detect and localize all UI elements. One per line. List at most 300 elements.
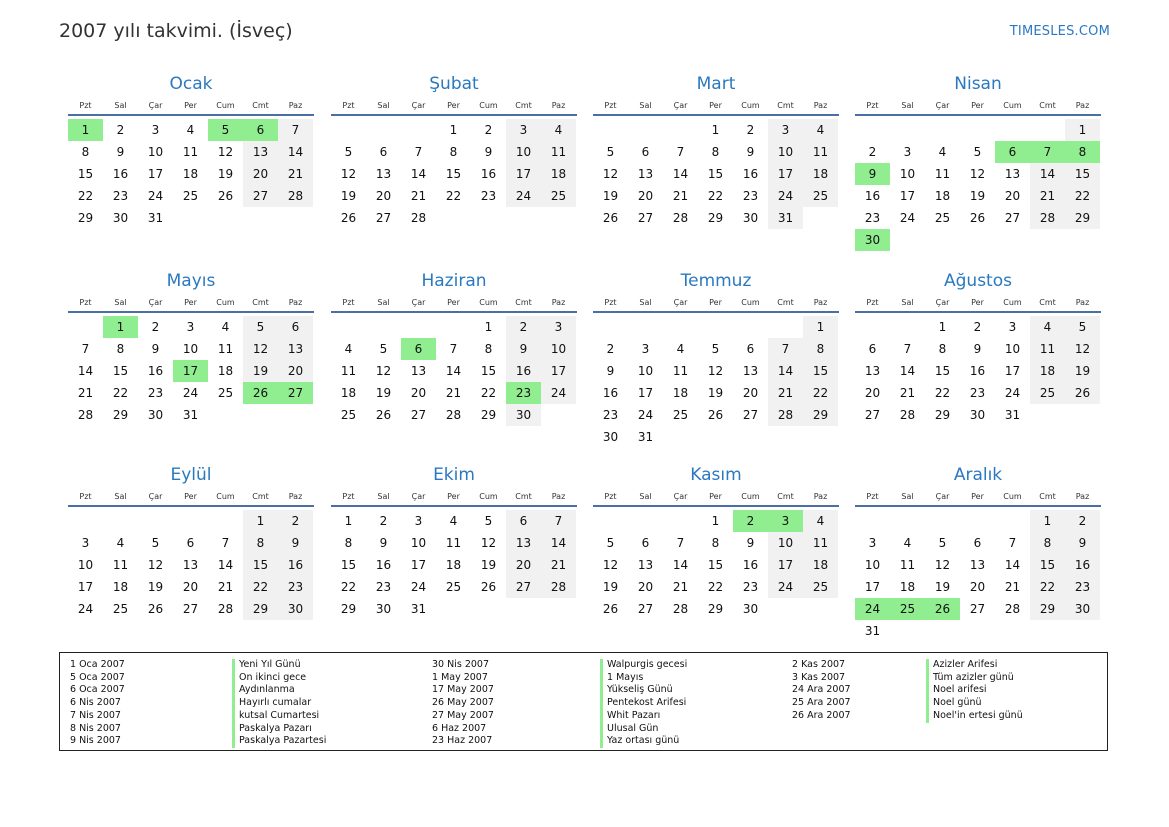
empty-cell: [1030, 119, 1065, 141]
weekday-label: Paz: [1075, 101, 1090, 110]
day-cell: 8: [344, 536, 353, 550]
day-cell: 19: [480, 558, 497, 572]
holiday-day-cell: 2: [733, 510, 768, 532]
weekday-label: Pzt: [79, 101, 92, 110]
day-cell: 16: [112, 167, 129, 181]
weekday-header: [68, 296, 314, 313]
month-name: Mart: [696, 74, 736, 94]
day-cell: 20: [375, 189, 392, 203]
weekday-label: Pzt: [79, 492, 92, 501]
weekday-label: Paz: [551, 101, 566, 110]
holiday-day-cell: 6: [401, 338, 436, 360]
day-cell: 19: [969, 189, 986, 203]
day-cell: 16: [969, 364, 986, 378]
day-cell: 11: [1030, 338, 1065, 360]
weekday-header: [855, 99, 1101, 116]
empty-cell: [855, 510, 890, 532]
day-cell: 27: [969, 602, 986, 616]
month-block: [855, 269, 1101, 426]
day-cell: 9: [746, 536, 755, 550]
legend-names-col-2: [600, 659, 687, 748]
legend-holiday-name: Noel'in ertesi günü: [926, 710, 1023, 723]
month-name: Nisan: [954, 74, 1002, 94]
day-cell: 18: [445, 558, 462, 572]
day-grid: [68, 510, 314, 620]
holiday-day-cell: 27: [278, 382, 313, 404]
day-cell: 18: [1030, 360, 1065, 382]
legend-holiday-name: Yaz ortası günü: [600, 735, 687, 748]
weekday-label: Sal: [901, 298, 914, 307]
day-cell: 1: [938, 320, 947, 334]
day-cell: 27: [637, 602, 654, 616]
day-cell: 9: [973, 342, 982, 356]
day-cell: 30: [147, 408, 164, 422]
day-cell: 14: [410, 167, 427, 181]
day-cell: 29: [707, 602, 724, 616]
day-cell: 2: [379, 514, 388, 528]
empty-cell: [995, 510, 1030, 532]
day-cell: 13: [278, 338, 313, 360]
legend-date: 25 Ara 2007: [792, 697, 851, 709]
day-cell: 11: [541, 141, 576, 163]
month-block: [68, 72, 314, 229]
day-cell: 6: [641, 536, 650, 550]
day-cell: 18: [340, 386, 357, 400]
day-cell: 23: [742, 580, 759, 594]
holiday-day-cell: 30: [855, 229, 890, 251]
holiday-day-cell: 5: [208, 119, 243, 141]
weekday-label: Çar: [673, 492, 688, 501]
day-cell: 29: [803, 404, 838, 426]
weekday-label: Paz: [813, 101, 828, 110]
day-cell: 2: [746, 123, 755, 137]
day-cell: 21: [768, 382, 803, 404]
day-cell: 3: [186, 320, 195, 334]
day-cell: 6: [641, 145, 650, 159]
day-cell: 20: [243, 163, 278, 185]
weekday-label: Cum: [741, 298, 760, 307]
weekday-label: Per: [971, 101, 984, 110]
day-cell: 17: [147, 167, 164, 181]
brand-link[interactable]: TIMESLES.COM: [1009, 24, 1110, 39]
day-cell: 5: [938, 536, 947, 550]
weekday-label: Çar: [673, 298, 688, 307]
legend-holiday-name: Azizler Arifesi: [926, 659, 1023, 672]
day-cell: 25: [217, 386, 234, 400]
day-cell: 31: [768, 207, 803, 229]
day-cell: 17: [768, 554, 803, 576]
day-cell: 4: [938, 145, 947, 159]
empty-cell: [890, 510, 925, 532]
day-cell: 14: [445, 364, 462, 378]
day-cell: 21: [278, 163, 313, 185]
weekday-label: Sal: [901, 492, 914, 501]
day-cell: 17: [768, 163, 803, 185]
day-cell: 22: [707, 580, 724, 594]
day-cell: 7: [676, 536, 685, 550]
day-cell: 13: [1004, 167, 1021, 181]
day-cell: 3: [541, 316, 576, 338]
day-cell: 14: [541, 532, 576, 554]
weekday-header: [593, 296, 839, 313]
day-cell: 21: [1004, 580, 1021, 594]
day-cell: 30: [278, 598, 313, 620]
day-cell: 18: [112, 580, 129, 594]
weekday-label: Per: [971, 492, 984, 501]
day-cell: 28: [77, 408, 94, 422]
day-cell: 21: [217, 580, 234, 594]
day-cell: 4: [1030, 316, 1065, 338]
day-cell: 30: [969, 408, 986, 422]
month-name: Mayıs: [166, 271, 216, 291]
day-cell: 6: [868, 342, 877, 356]
legend-date: 7 Nis 2007: [70, 709, 121, 721]
holiday-day-cell: 1: [103, 316, 138, 338]
day-cell: 25: [112, 602, 129, 616]
day-cell: 26: [147, 602, 164, 616]
day-cell: 21: [77, 386, 94, 400]
day-cell: 30: [1065, 598, 1100, 620]
day-cell: 4: [903, 536, 912, 550]
day-cell: 21: [899, 386, 916, 400]
day-cell: 17: [541, 360, 576, 382]
month-name: Ocak: [169, 74, 213, 94]
weekday-label: Sal: [639, 101, 652, 110]
legend-date: 6 Haz 2007: [432, 722, 487, 734]
day-cell: 3: [768, 119, 803, 141]
empty-cell: [173, 510, 208, 532]
day-cell: 28: [278, 185, 313, 207]
day-cell: 27: [637, 211, 654, 225]
day-cell: 3: [414, 514, 423, 528]
empty-cell: [331, 119, 366, 141]
weekday-label: Cum: [216, 101, 235, 110]
day-cell: 24: [410, 580, 427, 594]
weekday-label: Cum: [1003, 101, 1022, 110]
legend-holiday-name: Walpurgis gecesi: [600, 659, 687, 672]
day-cell: 25: [803, 576, 838, 598]
day-cell: 19: [217, 167, 234, 181]
day-cell: 12: [602, 167, 619, 181]
day-cell: 13: [637, 558, 654, 572]
weekday-label: Sal: [114, 492, 127, 501]
day-cell: 24: [506, 185, 541, 207]
empty-cell: [855, 316, 890, 338]
legend-holiday-name: Noel arifesi: [926, 684, 1023, 697]
day-cell: 13: [742, 364, 759, 378]
legend-date: 23 Haz 2007: [432, 735, 493, 747]
day-cell: 3: [506, 119, 541, 141]
day-cell: 12: [969, 167, 986, 181]
day-cell: 4: [803, 510, 838, 532]
weekday-label: Sal: [901, 101, 914, 110]
day-cell: 15: [77, 167, 94, 181]
day-cell: 8: [938, 342, 947, 356]
empty-cell: [663, 119, 698, 141]
day-cell: 22: [1030, 576, 1065, 598]
weekday-header: [68, 99, 314, 116]
month-block: [331, 72, 577, 229]
day-cell: 24: [899, 211, 916, 225]
holiday-legend: [59, 652, 1108, 751]
day-cell: 28: [1030, 207, 1065, 229]
day-cell: 15: [445, 167, 462, 181]
day-cell: 27: [243, 185, 278, 207]
day-cell: 25: [445, 580, 462, 594]
holiday-day-cell: 8: [1065, 141, 1100, 163]
day-cell: 6: [186, 536, 195, 550]
day-cell: 15: [340, 558, 357, 572]
day-cell: 7: [278, 119, 313, 141]
day-cell: 1: [344, 514, 353, 528]
day-cell: 13: [864, 364, 881, 378]
weekday-label: Cum: [741, 492, 760, 501]
weekday-label: Per: [447, 492, 460, 501]
legend-holiday-name: Yeni Yıl Günü: [232, 659, 326, 672]
weekday-label: Çar: [148, 101, 163, 110]
day-cell: 4: [344, 342, 353, 356]
day-cell: 8: [803, 338, 838, 360]
day-cell: 20: [506, 554, 541, 576]
day-cell: 2: [278, 510, 313, 532]
day-cell: 7: [768, 338, 803, 360]
day-cell: 13: [375, 167, 392, 181]
day-cell: 19: [147, 580, 164, 594]
day-cell: 11: [899, 558, 916, 572]
day-cell: 14: [77, 364, 94, 378]
empty-cell: [890, 119, 925, 141]
day-cell: 7: [221, 536, 230, 550]
day-cell: 2: [484, 123, 493, 137]
day-cell: 24: [182, 386, 199, 400]
day-cell: 24: [637, 408, 654, 422]
empty-cell: [68, 316, 103, 338]
holiday-day-cell: 6: [995, 141, 1030, 163]
day-cell: 26: [602, 602, 619, 616]
empty-cell: [960, 510, 995, 532]
day-cell: 1: [711, 514, 720, 528]
day-cell: 1: [1030, 510, 1065, 532]
day-cell: 14: [672, 558, 689, 572]
day-cell: 5: [243, 316, 278, 338]
day-cell: 22: [77, 189, 94, 203]
day-cell: 28: [445, 408, 462, 422]
day-cell: 19: [1065, 360, 1100, 382]
day-cell: 5: [1065, 316, 1100, 338]
day-cell: 10: [506, 141, 541, 163]
day-cell: 28: [1004, 602, 1021, 616]
weekday-label: Paz: [813, 298, 828, 307]
weekday-label: Cmt: [1039, 492, 1056, 501]
weekday-label: Çar: [411, 298, 426, 307]
day-cell: 9: [746, 145, 755, 159]
empty-cell: [628, 119, 663, 141]
day-cell: 17: [637, 386, 654, 400]
month-block: [855, 72, 1101, 251]
day-cell: 11: [934, 167, 951, 181]
weekday-label: Çar: [411, 492, 426, 501]
day-cell: 20: [410, 386, 427, 400]
day-cell: 6: [278, 316, 313, 338]
day-cell: 25: [1030, 382, 1065, 404]
weekday-label: Cmt: [1039, 298, 1056, 307]
day-cell: 22: [1065, 185, 1100, 207]
holiday-day-cell: 24: [855, 598, 890, 620]
day-cell: 19: [375, 386, 392, 400]
day-cell: 24: [77, 602, 94, 616]
day-cell: 21: [410, 189, 427, 203]
legend-date: 24 Ara 2007: [792, 684, 851, 696]
day-cell: 11: [112, 558, 129, 572]
month-name: Temmuz: [680, 271, 752, 291]
month-block: [593, 463, 839, 620]
day-cell: 23: [112, 189, 129, 203]
weekday-label: Pzt: [866, 298, 879, 307]
day-cell: 27: [742, 408, 759, 422]
day-cell: 18: [899, 580, 916, 594]
empty-cell: [401, 119, 436, 141]
day-cell: 24: [541, 382, 576, 404]
day-cell: 17: [506, 163, 541, 185]
day-cell: 2: [973, 320, 982, 334]
day-cell: 22: [934, 386, 951, 400]
day-cell: 9: [278, 532, 313, 554]
day-cell: 4: [803, 119, 838, 141]
empty-cell: [663, 316, 698, 338]
day-cell: 25: [803, 185, 838, 207]
empty-cell: [68, 510, 103, 532]
day-cell: 25: [672, 408, 689, 422]
day-cell: 20: [864, 386, 881, 400]
day-cell: 10: [77, 558, 94, 572]
empty-cell: [331, 316, 366, 338]
weekday-header: [855, 490, 1101, 507]
empty-cell: [733, 316, 768, 338]
weekday-label: Pzt: [604, 492, 617, 501]
day-cell: 30: [375, 602, 392, 616]
day-cell: 22: [707, 189, 724, 203]
day-cell: 19: [707, 386, 724, 400]
day-grid: [68, 119, 314, 229]
holiday-day-cell: 23: [506, 382, 541, 404]
weekday-label: Sal: [377, 298, 390, 307]
weekday-label: Paz: [288, 298, 303, 307]
legend-date: 27 May 2007: [432, 709, 494, 721]
holiday-day-cell: 25: [890, 598, 925, 620]
weekday-label: Sal: [114, 101, 127, 110]
day-cell: 28: [768, 404, 803, 426]
day-cell: 23: [1065, 576, 1100, 598]
day-cell: 29: [243, 598, 278, 620]
day-cell: 4: [186, 123, 195, 137]
day-cell: 9: [506, 338, 541, 360]
month-name: Haziran: [421, 271, 487, 291]
holiday-day-cell: 9: [855, 163, 890, 185]
day-cell: 7: [81, 342, 90, 356]
legend-names-col-3: [926, 659, 1023, 723]
weekday-label: Sal: [377, 101, 390, 110]
legend-date: 26 May 2007: [432, 697, 494, 709]
day-cell: 5: [379, 342, 388, 356]
day-cell: 29: [480, 408, 497, 422]
day-cell: 10: [541, 338, 576, 360]
weekday-label: Per: [709, 298, 722, 307]
day-cell: 17: [77, 580, 94, 594]
day-cell: 11: [217, 342, 234, 356]
legend-holiday-name: kutsal Cumartesi: [232, 710, 326, 723]
empty-cell: [698, 316, 733, 338]
weekday-label: Sal: [377, 492, 390, 501]
day-cell: 16: [602, 386, 619, 400]
empty-cell: [768, 316, 803, 338]
weekday-label: Paz: [813, 492, 828, 501]
weekday-label: Pzt: [866, 492, 879, 501]
weekday-label: Per: [709, 492, 722, 501]
empty-cell: [925, 119, 960, 141]
day-cell: 16: [742, 558, 759, 572]
weekday-label: Paz: [551, 492, 566, 501]
weekday-label: Per: [447, 101, 460, 110]
day-cell: 22: [340, 580, 357, 594]
weekday-label: Sal: [639, 492, 652, 501]
day-cell: 2: [506, 316, 541, 338]
day-cell: 21: [672, 189, 689, 203]
weekday-label: Cum: [216, 298, 235, 307]
day-cell: 13: [243, 141, 278, 163]
legend-date: 8 Nis 2007: [70, 722, 121, 734]
day-cell: 30: [506, 404, 541, 426]
weekday-label: Cmt: [515, 298, 532, 307]
legend-date: 30 Nis 2007: [432, 659, 489, 670]
day-cell: 14: [899, 364, 916, 378]
day-cell: 20: [182, 580, 199, 594]
day-cell: 23: [602, 408, 619, 422]
weekday-label: Cmt: [515, 492, 532, 501]
legend-holiday-name: 1 Mayıs: [600, 672, 687, 685]
weekday-label: Çar: [935, 298, 950, 307]
day-cell: 8: [484, 342, 493, 356]
day-cell: 14: [672, 167, 689, 181]
weekday-label: Cmt: [252, 492, 269, 501]
empty-cell: [925, 510, 960, 532]
weekday-label: Cum: [479, 101, 498, 110]
day-cell: 10: [864, 558, 881, 572]
day-cell: 13: [637, 167, 654, 181]
legend-date: 6 Oca 2007: [70, 684, 125, 696]
weekday-label: Paz: [1075, 492, 1090, 501]
legend-holiday-name: Paskalya Pazartesi: [232, 735, 326, 748]
day-cell: 12: [707, 364, 724, 378]
day-cell: 11: [672, 364, 689, 378]
day-grid: [593, 316, 839, 448]
day-cell: 10: [768, 141, 803, 163]
day-cell: 22: [803, 382, 838, 404]
weekday-label: Paz: [288, 492, 303, 501]
day-cell: 2: [868, 145, 877, 159]
day-cell: 24: [1004, 386, 1021, 400]
weekday-label: Paz: [1075, 298, 1090, 307]
legend-holiday-name: Noel günü: [926, 697, 1023, 710]
weekday-label: Pzt: [604, 101, 617, 110]
day-cell: 28: [217, 602, 234, 616]
day-cell: 10: [899, 167, 916, 181]
day-cell: 23: [864, 211, 881, 225]
weekday-label: Pzt: [79, 298, 92, 307]
weekday-label: Pzt: [342, 101, 355, 110]
day-cell: 2: [151, 320, 160, 334]
weekday-label: Cmt: [252, 298, 269, 307]
weekday-label: Çar: [148, 492, 163, 501]
